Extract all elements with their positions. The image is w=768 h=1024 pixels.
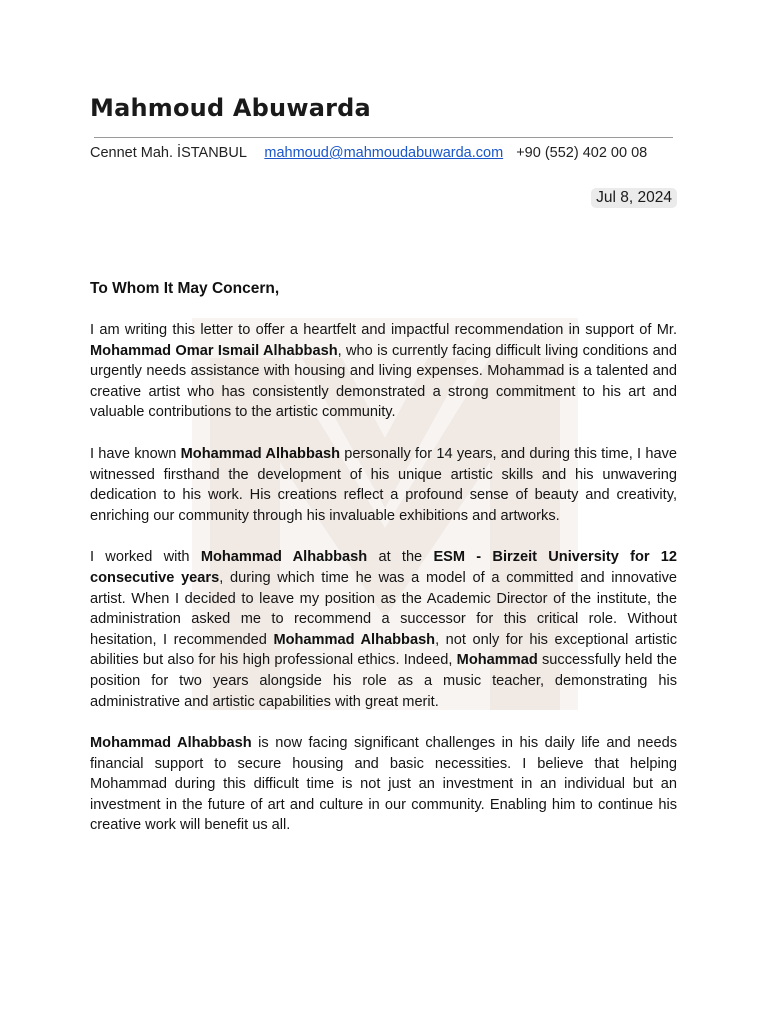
bold-name: Mohammad (456, 652, 538, 669)
bold-name: Mohammad Alhabbash (90, 735, 252, 752)
bold-name: Mohammad Omar Ismail Alhabbash (90, 342, 338, 359)
sender-phone: +90 (552) 402 00 08 (516, 145, 648, 161)
paragraph-2: I have known Mohammad Alhabbash personally for 14 years, and during this time, I have witnessed firsthand the development of his unique artistic skills and his unwavering dedication to his work. His creations reflect a profound sense of beauty and creativity, enriching our community through his invaluable exhibitions and artworks. (90, 445, 677, 524)
bold-name: Mohammad Alhabbash (200, 549, 368, 566)
salutation: To Whom It May Concern, (90, 280, 280, 297)
header-divider (94, 137, 673, 138)
contact-line (90, 145, 677, 161)
bold-name: Mohammad Alhabbash (273, 631, 436, 648)
letter-date: Jul 8, 2024 (591, 188, 677, 208)
email-link[interactable]: mahmoud@mahmoudabuwarda.com (264, 145, 504, 161)
bold-institution: ESM - Birzeit University for 12 consecutive years (90, 549, 678, 586)
paragraph-4: Mohammad Alhabbash is now facing significant challenges in his daily life and needs financial support to secure housing and basic necessities. I believe that helping Mohammad during this difficult time is not just an investment in an individual but an investment in the future of art and culture in our community. Enabling him to continue his creative work will benefit us all. (90, 735, 677, 834)
bold-name: Mohammad Alhabbash (180, 445, 341, 462)
paragraph-3: I worked with Mohammad Alhabbash at the ESM - Birzeit University for 12 consecutive years, during which time he was a model of a committed and innovative artist. When I decided to leave my position as the Academic Director of the institute, the administration asked me to recommend a successor for this critical role. Without hesitation, I recommended Mohammad Alhabbash, not only for his exceptional artistic abilities but also for his high professional ethics. Indeed, Mohammad successfully held the position for two years alongside his role as a music teacher, demonstrating his administrative and artistic capabilities with great merit. (90, 549, 678, 710)
sender-name: Mahmoud Abuwarda (90, 94, 371, 122)
paragraph-1: I am writing this letter to offer a heartfelt and impactful recommendation in support of Mr. Mohammad Omar Ismail Alhabbash, who is currently facing difficult living conditions and urgently needs assistance with housing and living expenses. Mohammad is a talented and creative artist who has consistently demonstrated a strong commitment to his art and valuable contributions to the artistic community. (90, 322, 677, 421)
letter-body (90, 320, 677, 857)
sender-address: Cennet Mah. İSTANBUL (90, 145, 247, 161)
